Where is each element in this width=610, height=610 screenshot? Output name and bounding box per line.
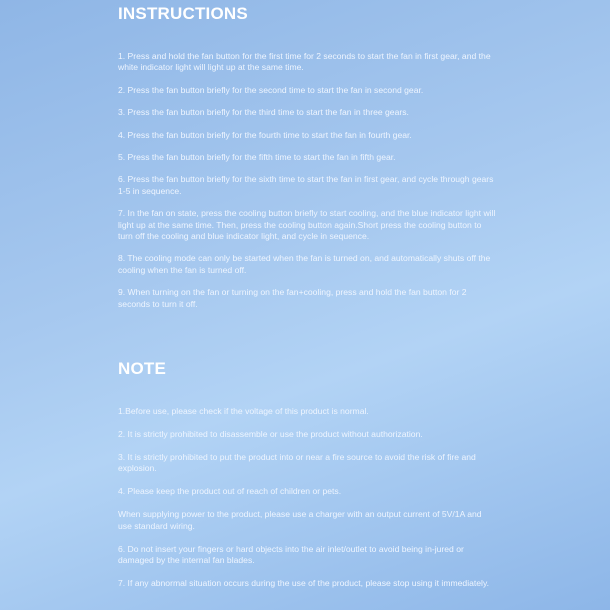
note-item: 1.Before use, please check if the voltage of this product is normal. — [118, 406, 369, 416]
instructions-heading: INSTRUCTIONS — [118, 4, 248, 23]
instruction-item: 2. Press the fan button briefly for the second time to start the fan in second gear. — [118, 84, 424, 95]
instruction-item: 8. The cooling mode can only be started when the fan is turned on, and automatically shuts off the cooling when the fan is turned off. — [118, 253, 491, 275]
instruction-item: 5. Press the fan button briefly for the fifth time to start the fan in fifth gear. — [118, 152, 396, 163]
note-item: 7. If any abnormal situation occurs during the use of the product, please stop using it immediately. — [118, 578, 490, 589]
note-item: When supplying power to the product, please use a charger with an output current of 5V/1A and use standard wiring. — [118, 509, 482, 531]
instruction-item: 6. Press the fan button briefly for the sixth time to start the fan in first gear, and cycle through gears 1-5 in sequence. — [118, 174, 494, 196]
instruction-item: 3. Press the fan button briefly for the third time to start the fan in three gears. — [118, 107, 409, 118]
note-item: 4. Please keep the product out of reach of children or pets. — [118, 486, 342, 497]
instructions-list — [118, 51, 496, 321]
instruction-item: 4. Press the fan button briefly for the fourth time to start the fan in fourth gear. — [118, 129, 412, 140]
note-list — [118, 406, 496, 601]
note-heading: NOTE — [118, 359, 167, 378]
note-item: 2. It is strictly prohibited to disassemble or use the product without authorization. — [118, 429, 423, 439]
note-item: 3. It is strictly prohibited to put the product into or near a fire source to avoid the risk of fire and explosion. — [118, 452, 476, 474]
instruction-item: 1. Press and hold the fan button for the first time for 2 seconds to start the fan in first gear, and the white indicator light will light up at the same time. — [118, 51, 491, 73]
instruction-item: 9. When turning on the fan or turning on the fan+cooling, press and hold the fan button for 2 seconds to turn it off. — [118, 287, 467, 309]
instruction-item: 7. In the fan on state, press the cooling button briefly to start cooling, and the blue indicator light will light up at the same time. Then, press the cooling button again.Short press the cooling button to turn off the cooling and blue indicator light, and cycle in sequence. — [118, 208, 496, 242]
note-item: 6. Do not insert your fingers or hard objects into the air inlet/outlet to avoid being in-jured or damaged by the internal fan blades. — [118, 543, 464, 566]
